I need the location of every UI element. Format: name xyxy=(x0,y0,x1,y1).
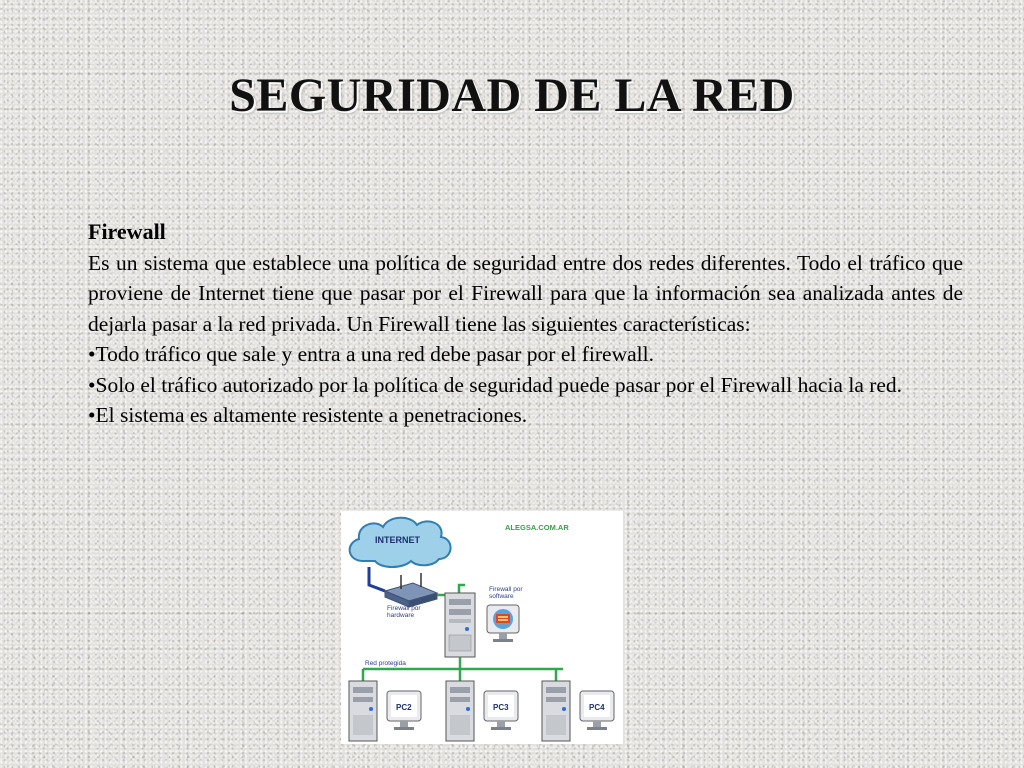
content-body xyxy=(88,217,963,431)
internet-link xyxy=(369,567,385,591)
pc-tower-icon xyxy=(349,681,377,741)
network-drops xyxy=(363,669,556,681)
server-icon xyxy=(445,593,475,657)
monitor-icon xyxy=(487,605,519,642)
pc-tower-icon xyxy=(446,681,474,741)
router-icon xyxy=(385,573,437,607)
network-label: Red protegida xyxy=(365,660,406,667)
source-label: ALEGSA.COM.AR xyxy=(505,523,569,532)
pc-tower-icon xyxy=(542,681,570,741)
internet-label: INTERNET xyxy=(375,535,420,545)
slide-title: SEGURIDAD DE LA RED xyxy=(229,69,795,122)
pc2-label: PC2 xyxy=(396,703,412,712)
intro-paragraph: Es un sistema que establece una política de seguridad entre dos redes diferentes. Todo el tráfico que proviene de Internet tiene que pasar por el Firewall para que la información sea analizada antes de dejarla pasar a la red privada. Un Firewall tiene las siguientes características: xyxy=(88,250,963,336)
pc4-label: PC4 xyxy=(589,703,605,712)
bullet-item: •Solo el tráfico autorizado por la política de seguridad puede pasar por el Firewall hacia la red. xyxy=(88,372,903,397)
sw-firewall-label-line1: Firewall por xyxy=(489,586,523,593)
section-heading: Firewall xyxy=(88,219,166,244)
bullet-item: •Todo tráfico que sale y entra a una red debe pasar por el firewall. xyxy=(88,342,654,366)
network-diagram xyxy=(341,511,623,744)
hw-firewall-label-line1: Firewall por xyxy=(387,605,421,612)
pc3-label: PC3 xyxy=(493,703,509,712)
bullet-item: •El sistema es altamente resistente a penetraciones. xyxy=(88,403,528,427)
sw-firewall-label-line2: software xyxy=(489,593,514,600)
hw-firewall-label-line2: hardware xyxy=(387,612,415,619)
network-diagram-svg xyxy=(341,511,623,744)
